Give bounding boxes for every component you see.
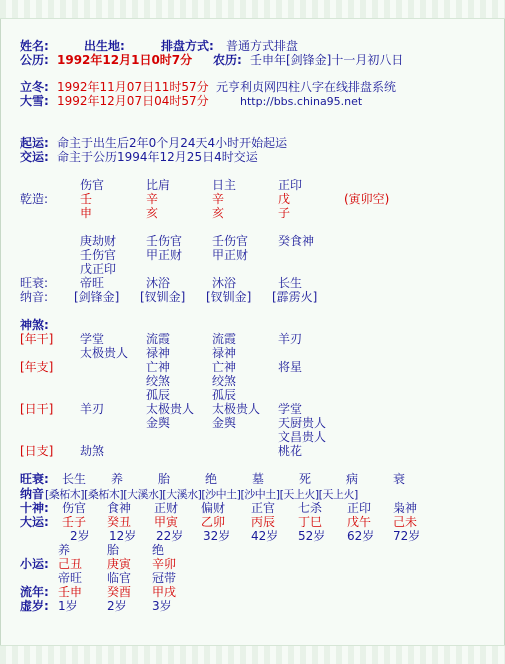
pillar-branch: 申 [80, 206, 93, 220]
dayun-age: 2岁 [70, 529, 90, 543]
xiaoyun-bottom: 帝旺 [58, 571, 83, 585]
dayun-shishen: 枭神 [393, 501, 418, 515]
hidden-stem: 甲正财 [212, 248, 249, 262]
hidden-stem: 癸食神 [278, 234, 315, 248]
shensha-item: 学堂 [80, 332, 105, 346]
wangshuai-value: 长生 [278, 276, 303, 290]
dayun-shishen: 伤官 [62, 501, 87, 515]
xiaoyun-ganzhi: 辛卯 [152, 557, 177, 571]
dayun-ganzhi: 丙辰 [251, 515, 276, 529]
method-label: 排盘方式: [161, 39, 214, 53]
qiyun-value: 命主于出生后2年0个月24天4小时开始起运 [57, 136, 288, 150]
dayun-wangshuai: 死 [299, 472, 312, 486]
nayin-value: [剑锋金] [74, 290, 120, 304]
shensha-item: 亡神 [146, 360, 171, 374]
lunar-value: 壬申年[剑锋金]十一月初八日 [250, 53, 404, 67]
birthplace-label: 出生地: [84, 39, 125, 53]
lidong-label: 立冬: [20, 80, 49, 94]
xiaoyun-label: 小运: [20, 557, 49, 571]
pillar-branch: 子 [278, 206, 291, 220]
dayun-ganzhi: 乙卯 [201, 515, 226, 529]
shensha-item: 金舆 [212, 416, 237, 430]
pillar-stem: 壬 [80, 192, 93, 206]
xusui-value: 1岁 [58, 599, 78, 613]
shensha-group-label: [年支] [20, 360, 54, 374]
shensha-item: 绞煞 [212, 374, 237, 388]
dayun-nayin: [沙中土] [201, 488, 241, 501]
pillar-god: 比肩 [146, 178, 171, 192]
shensha-title: 神煞: [20, 318, 49, 332]
bottom-border-strip [0, 645, 505, 664]
hidden-stem: 壬伤官 [212, 234, 249, 248]
dayun-wangshuai: 绝 [205, 472, 218, 486]
dayun-nayin: [天上火] [279, 488, 319, 501]
nayin-value: [钗钏金] [206, 290, 252, 304]
dayun-shishen: 正官 [251, 501, 276, 515]
dayun-shishen: 正财 [154, 501, 179, 515]
shensha-item: 太极贵人 [212, 402, 261, 416]
jiaoyun-value: 命主于公历1994年12月25日4时交运 [57, 150, 258, 164]
shensha-item: 劫煞 [80, 444, 105, 458]
jiaoyun-label: 交运: [20, 150, 49, 164]
shensha-item: 金舆 [146, 416, 171, 430]
pillar-god: 日主 [212, 178, 237, 192]
dayun-age: 72岁 [393, 529, 421, 543]
dayun-nayin: [大溪水] [123, 488, 163, 501]
nayin-value: [钗钏金] [140, 290, 186, 304]
dayun-ganzhi: 壬子 [62, 515, 87, 529]
xiaoyun-top: 养 [58, 543, 71, 557]
pillar-stem: 辛 [146, 192, 159, 206]
shensha-item: 桃花 [278, 444, 303, 458]
dayun-ganzhi: 甲寅 [154, 515, 179, 529]
hidden-stem: 甲正财 [146, 248, 183, 262]
lunar-label: 农历: [213, 53, 242, 67]
dayun-wangshuai: 养 [111, 472, 124, 486]
pillar-branch: 亥 [212, 206, 225, 220]
shensha-item: 羊刃 [80, 402, 105, 416]
dayun-wangshuai: 墓 [252, 472, 265, 486]
dayun-nayin-label: 纳音 [20, 487, 45, 501]
dayun-label: 大运: [20, 515, 49, 529]
pillar-god: 正印 [278, 178, 303, 192]
dayun-ganzhi: 戊午 [347, 515, 372, 529]
shensha-item: 流霞 [212, 332, 237, 346]
qiyun-label: 起运: [20, 136, 49, 150]
shensha-item: 禄神 [212, 346, 237, 360]
dayun-shishen: 偏财 [201, 501, 226, 515]
dayun-shishen-label: 十神: [20, 501, 49, 515]
pillar-stem: 辛 [212, 192, 225, 206]
qianzao-label: 乾造: [20, 192, 49, 206]
shensha-group-label: [年干] [20, 332, 54, 346]
dayun-age: 12岁 [109, 529, 137, 543]
pillar-branch: 亥 [146, 206, 159, 220]
shensha-item: 学堂 [278, 402, 303, 416]
shensha-item: 流霞 [146, 332, 171, 346]
shensha-item: 亡神 [212, 360, 237, 374]
dayun-age: 32岁 [203, 529, 231, 543]
dayun-nayin: [天上火] [318, 488, 358, 501]
dayun-nayin: [桑柘木] [45, 488, 85, 501]
wangshuai-value: 沐浴 [212, 276, 237, 290]
dayun-wangshuai: 病 [346, 472, 359, 486]
liunian-label: 流年: [20, 585, 49, 599]
dayun-shishen: 七杀 [298, 501, 323, 515]
shensha-item: 太极贵人 [80, 346, 129, 360]
xiaoyun-top: 绝 [152, 543, 165, 557]
shensha-item: 天厨贵人 [278, 416, 327, 430]
shensha-item: 绞煞 [146, 374, 171, 388]
xiaoyun-ganzhi: 己丑 [58, 557, 83, 571]
pillar-god: 伤官 [80, 178, 105, 192]
xiaoyun-bottom: 冠带 [152, 571, 177, 585]
shensha-group-label: [日支] [20, 444, 54, 458]
dayun-nayin: [桑柘木] [84, 488, 124, 501]
top-border-strip [0, 0, 505, 19]
shensha-item: 文昌贵人 [278, 430, 327, 444]
hidden-stem: 戊正印 [80, 262, 117, 276]
hidden-stem: 壬伤官 [80, 248, 117, 262]
dayun-nayin: [大溪水] [162, 488, 202, 501]
method-value: 普通方式排盘 [226, 39, 299, 53]
dayun-age: 52岁 [298, 529, 326, 543]
nayin-label: 纳音: [20, 290, 49, 304]
wangshuai-label: 旺衰: [20, 276, 49, 290]
wangshuai-value: 帝旺 [80, 276, 105, 290]
daxue-value: 1992年12月07日04时57分 [57, 94, 209, 108]
shensha-item: 羊刃 [278, 332, 303, 346]
xusui-label: 虚岁: [20, 599, 49, 613]
shensha-item: 孤辰 [212, 388, 237, 402]
xiaoyun-bottom: 临官 [107, 571, 132, 585]
pillar-stem: 戊 [278, 192, 291, 206]
dayun-age: 42岁 [251, 529, 279, 543]
daxue-label: 大雪: [20, 94, 49, 108]
liunian-ganzhi: 甲戌 [152, 585, 177, 599]
site-url-link[interactable]: http://bbs.china95.net [240, 95, 363, 108]
dayun-ganzhi: 己未 [393, 515, 418, 529]
shensha-item: 禄神 [146, 346, 171, 360]
shensha-item: 孤辰 [146, 388, 171, 402]
dayun-ganzhi: 癸丑 [107, 515, 132, 529]
hidden-stem: 壬伤官 [146, 234, 183, 248]
dayun-wangshuai: 长生 [62, 472, 87, 486]
solar-value: 1992年12月1日0时7分 [57, 53, 193, 67]
xusui-value: 3岁 [152, 599, 172, 613]
dayun-shishen: 食神 [107, 501, 132, 515]
dayun-age: 22岁 [156, 529, 184, 543]
name-label: 姓名: [20, 39, 49, 53]
dayun-shishen: 正印 [347, 501, 372, 515]
dayun-ganzhi: 丁巳 [298, 515, 323, 529]
solar-label: 公历: [20, 53, 49, 67]
dayun-wangshuai: 衰 [393, 472, 406, 486]
dayun-wangshuai: 胎 [158, 472, 171, 486]
liunian-ganzhi: 癸酉 [107, 585, 132, 599]
xiaoyun-top: 胎 [107, 543, 120, 557]
wangshuai-value: 沐浴 [146, 276, 171, 290]
dayun-nayin-row [45, 488, 358, 501]
shensha-item: 将星 [278, 360, 303, 374]
dayun-wangshuai-label: 旺衰: [20, 472, 49, 486]
shensha-item: 太极贵人 [146, 402, 195, 416]
dayun-age: 62岁 [347, 529, 375, 543]
hidden-stem: 庚劫财 [80, 234, 117, 248]
dayun-nayin: [沙中土] [240, 488, 280, 501]
lidong-value: 1992年11月07日11时57分 [57, 80, 209, 94]
nayin-value: [霹雳火] [272, 290, 318, 304]
liunian-ganzhi: 壬申 [58, 585, 83, 599]
xusui-value: 2岁 [107, 599, 127, 613]
xiaoyun-ganzhi: 庚寅 [107, 557, 132, 571]
site-name: 元亨利贞网四柱八字在线排盘系统 [216, 80, 397, 94]
shensha-group-label: [日干] [20, 402, 54, 416]
void-branches: (寅卯空) [344, 192, 390, 206]
